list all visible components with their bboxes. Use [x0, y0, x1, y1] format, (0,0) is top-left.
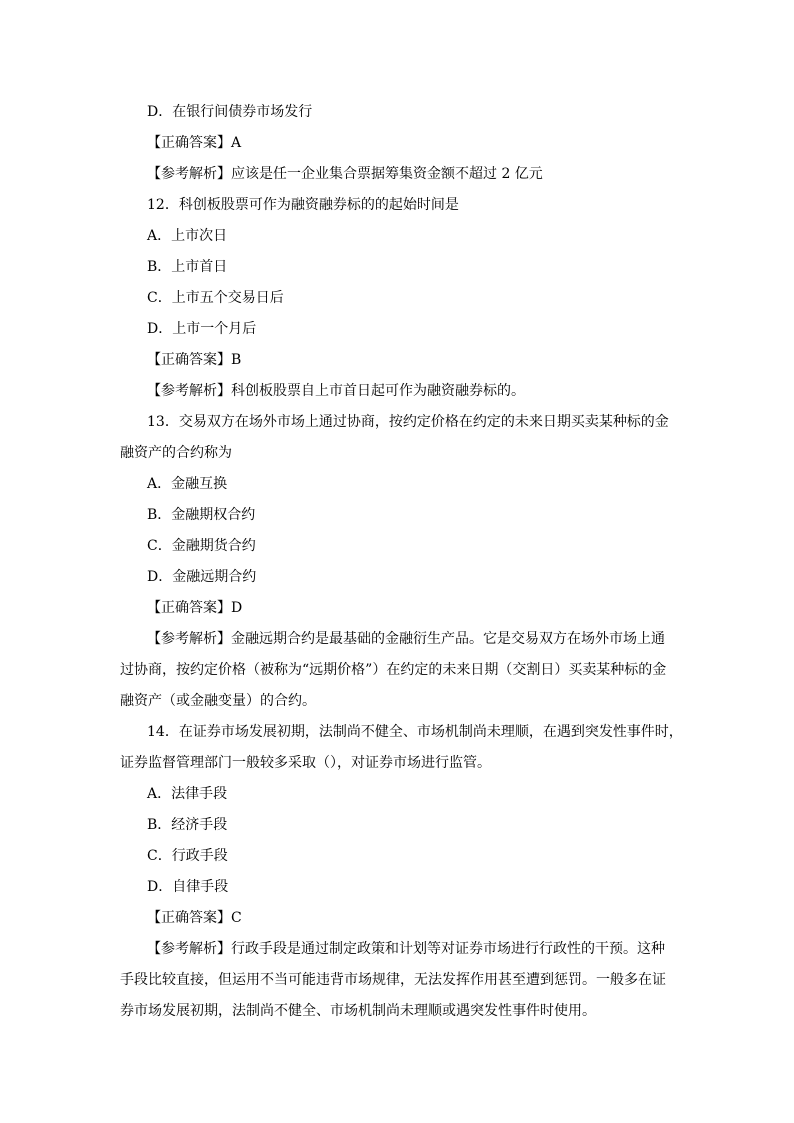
explanation-cont: 融资产（或金融变量）的合约。	[120, 693, 316, 709]
option-d: D．金融远期合约	[147, 569, 257, 585]
question-14-cont: 证券监督管理部门一般较多采取（），对证券市场进行监管。	[120, 755, 491, 771]
option-b: B．上市首日	[147, 259, 228, 275]
option-a: A．法律手段	[147, 786, 228, 802]
option-c: C．金融期货合约	[147, 538, 256, 554]
option-c: C．行政手段	[147, 848, 228, 864]
explanation-cont: 券市场发展初期，法制尚不健全、市场机制尚未理顺或遇突发性事件时使用。	[120, 1003, 596, 1019]
option-a: A．上市次日	[147, 228, 228, 244]
correct-answer: 【正确答案】C	[147, 910, 242, 926]
explanation: 【参考解析】科创板股票自上市首日起可作为融资融券标的。	[147, 383, 525, 399]
correct-answer: 【正确答案】B	[147, 352, 242, 368]
explanation-cont: 手段比较直接，但运用不当可能违背市场规律，无法发挥作用甚至遭到惩罚。一般多在证	[120, 972, 666, 988]
question-13: 13．交易双方在场外市场上通过协商，按约定价格在约定的未来日期买卖某种标的金	[147, 414, 669, 430]
option-c: C．上市五个交易日后	[147, 290, 284, 306]
option-d: D．上市一个月后	[147, 321, 257, 337]
explanation: 【参考解析】金融远期合约是最基础的金融衍生产品。它是交易双方在场外市场上通	[147, 631, 665, 647]
option-b: B．经济手段	[147, 817, 228, 833]
explanation: 【参考解析】行政手段是通过制定政策和计划等对证券市场进行行政性的干预。这种	[147, 941, 665, 957]
question-12: 12．科创板股票可作为融资融券标的的起始时间是	[147, 197, 459, 213]
option-b: B．金融期权合约	[147, 507, 256, 523]
option-d: D．自律手段	[147, 879, 229, 895]
explanation-cont: 过协商，按约定价格（被称为“远期价格”）在约定的未来日期（交割日）买卖某种标的金	[120, 662, 667, 678]
explanation: 【参考解析】应该是任一企业集合票据筹集资金额不超过 2 亿元	[147, 166, 543, 182]
option-a: A．金融互换	[147, 476, 228, 492]
correct-answer: 【正确答案】D	[147, 600, 243, 616]
option-d: D．在银行间债券市场发行	[147, 104, 313, 120]
question-13-cont: 融资产的合约称为	[120, 445, 232, 461]
question-14: 14．在证券市场发展初期，法制尚不健全、市场机制尚未理顺，在遇到突发性事件时，	[147, 724, 683, 740]
correct-answer: 【正确答案】A	[147, 135, 242, 151]
